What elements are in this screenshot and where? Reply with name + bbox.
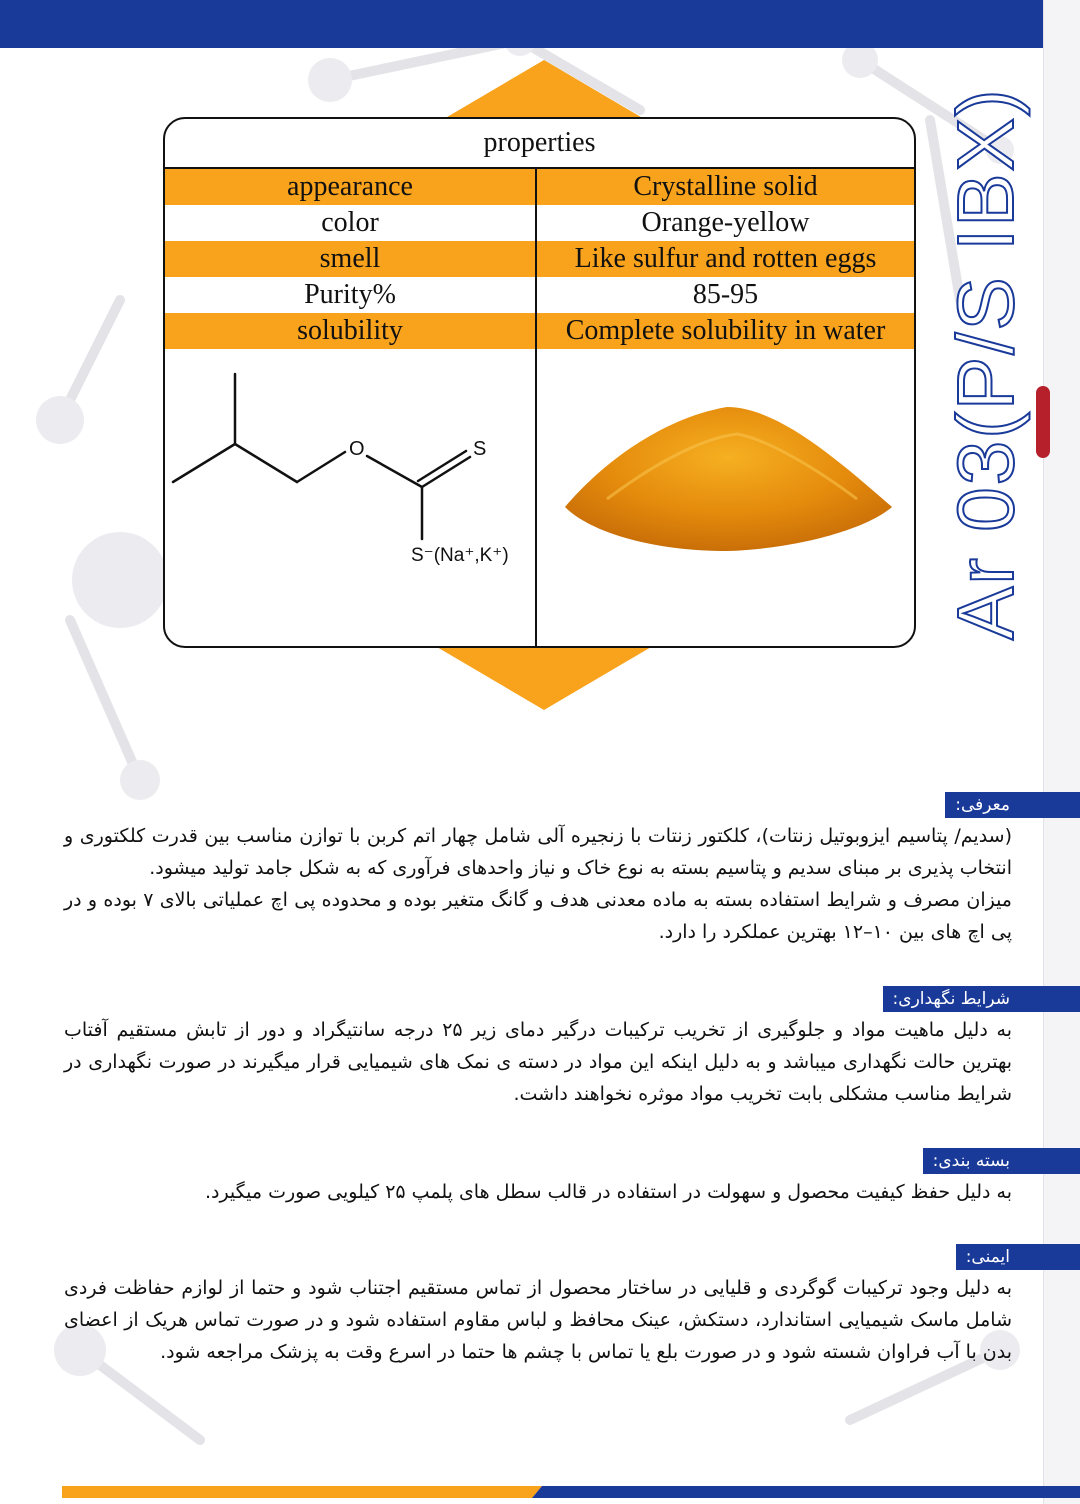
property-label: appearance bbox=[165, 169, 537, 205]
red-accent-bar bbox=[1036, 386, 1050, 458]
property-label: smell bbox=[165, 241, 537, 277]
property-label: color bbox=[165, 205, 537, 241]
packaging-section-body: به دلیل حفظ کیفیت محصول و سهولت در استفاده در قالب سطل های پلمپ ۲۵ کیلویی صورت میگیرد. bbox=[204, 1181, 1012, 1203]
property-value: Orange-yellow bbox=[641, 207, 810, 238]
powder-image-cell bbox=[537, 349, 914, 646]
property-value: Like sulfur and rotten eggs bbox=[574, 243, 877, 274]
intro-section-label: معرفی: bbox=[945, 792, 1080, 818]
sulfur-atom-label: S bbox=[473, 438, 487, 460]
property-value: Crystalline solid bbox=[633, 171, 818, 202]
oxygen-atom-label: O bbox=[349, 438, 365, 460]
storage-section-label: شرایط نگهداری: bbox=[883, 986, 1080, 1012]
property-label: solubility bbox=[165, 313, 537, 349]
salt-group-label: S⁻(Na⁺,K⁺) bbox=[411, 545, 509, 566]
packaging-section-label: بسته بندی: bbox=[923, 1148, 1080, 1174]
property-row-solubility bbox=[165, 313, 914, 349]
property-row-smell bbox=[165, 241, 914, 277]
properties-card bbox=[163, 117, 916, 648]
property-value: 85-95 bbox=[692, 279, 759, 310]
property-row-purity bbox=[165, 277, 914, 313]
illustrations-row bbox=[165, 349, 914, 646]
safety-section-label: ایمنی: bbox=[956, 1244, 1080, 1270]
chemical-structure-diagram bbox=[165, 349, 533, 646]
intro-section-body bbox=[64, 820, 1012, 948]
property-row-appearance bbox=[165, 169, 914, 205]
intro-paragraph-2: میزان مصرف و شرایط استفاده بسته به ماده معدنی هدف و گانگ متغیر بوده و محدوده پی اچ عملیاتی بالای ۷ بوده و در پی اچ های بین ۱۰–۱۲ بهترین عملکرد را دارد. bbox=[64, 889, 1012, 943]
top-header-bar bbox=[0, 0, 1044, 48]
property-label: Purity% bbox=[165, 277, 537, 313]
orange-powder-image bbox=[537, 349, 912, 646]
storage-section-body: به دلیل ماهیت مواد و جلوگیری از تخریب ترکیبات درگیر دمای زیر ۲۵ درجه سانتیگراد و دور از تابش مستقیم آفتاب بهترین حالت نگهداری میباشد و به دلیل اینکه این مواد در دسته ی نمک های شیمیایی قرار میگیرند در صورت نگهداری در شرایط مناسب مشکلی بابت تخریب مواد موثره نخواهند داشت. bbox=[64, 1019, 1012, 1105]
property-value: Complete solubility in water bbox=[565, 315, 886, 346]
property-row-color bbox=[165, 205, 914, 241]
product-title-vertical: Ar 03(P/S IBX) bbox=[941, 87, 1030, 640]
chemical-structure-cell bbox=[165, 349, 537, 646]
properties-header: properties bbox=[165, 119, 914, 169]
right-side-stripe bbox=[1043, 0, 1080, 1504]
safety-section-body: به دلیل وجود ترکیبات گوگردی و قلیایی در ساختار محصول از تماس مستقیم اجتناب شود و حتما از لوازم حفاظت فردی شامل ماسک شیمیایی استاندارد، دستکش، عینک محافظ و لباس مقاوم استفاده شود و در صورت تماس هریک از اعضای بدن با آب فراوان شسته شود و در صورت بلع یا تماس با چشم ها حتما در اسرع وقت به پزشک مراجعه شود. bbox=[64, 1277, 1012, 1363]
footer-accent-bar bbox=[62, 1486, 1080, 1498]
intro-paragraph-1: (سدیم/ پتاسیم ایزوبوتیل زنتات)، کلکتور زنتات با زنجیره آلی شامل چهار اتم کربن با توازن مناسب بین قدرت کلکتوری و انتخاب پذیری بر مبنای سدیم و پتاسیم بسته به نوع خاک و نیاز واحدهای فرآوری که به شکل جامد تولید میشود. bbox=[64, 825, 1012, 879]
